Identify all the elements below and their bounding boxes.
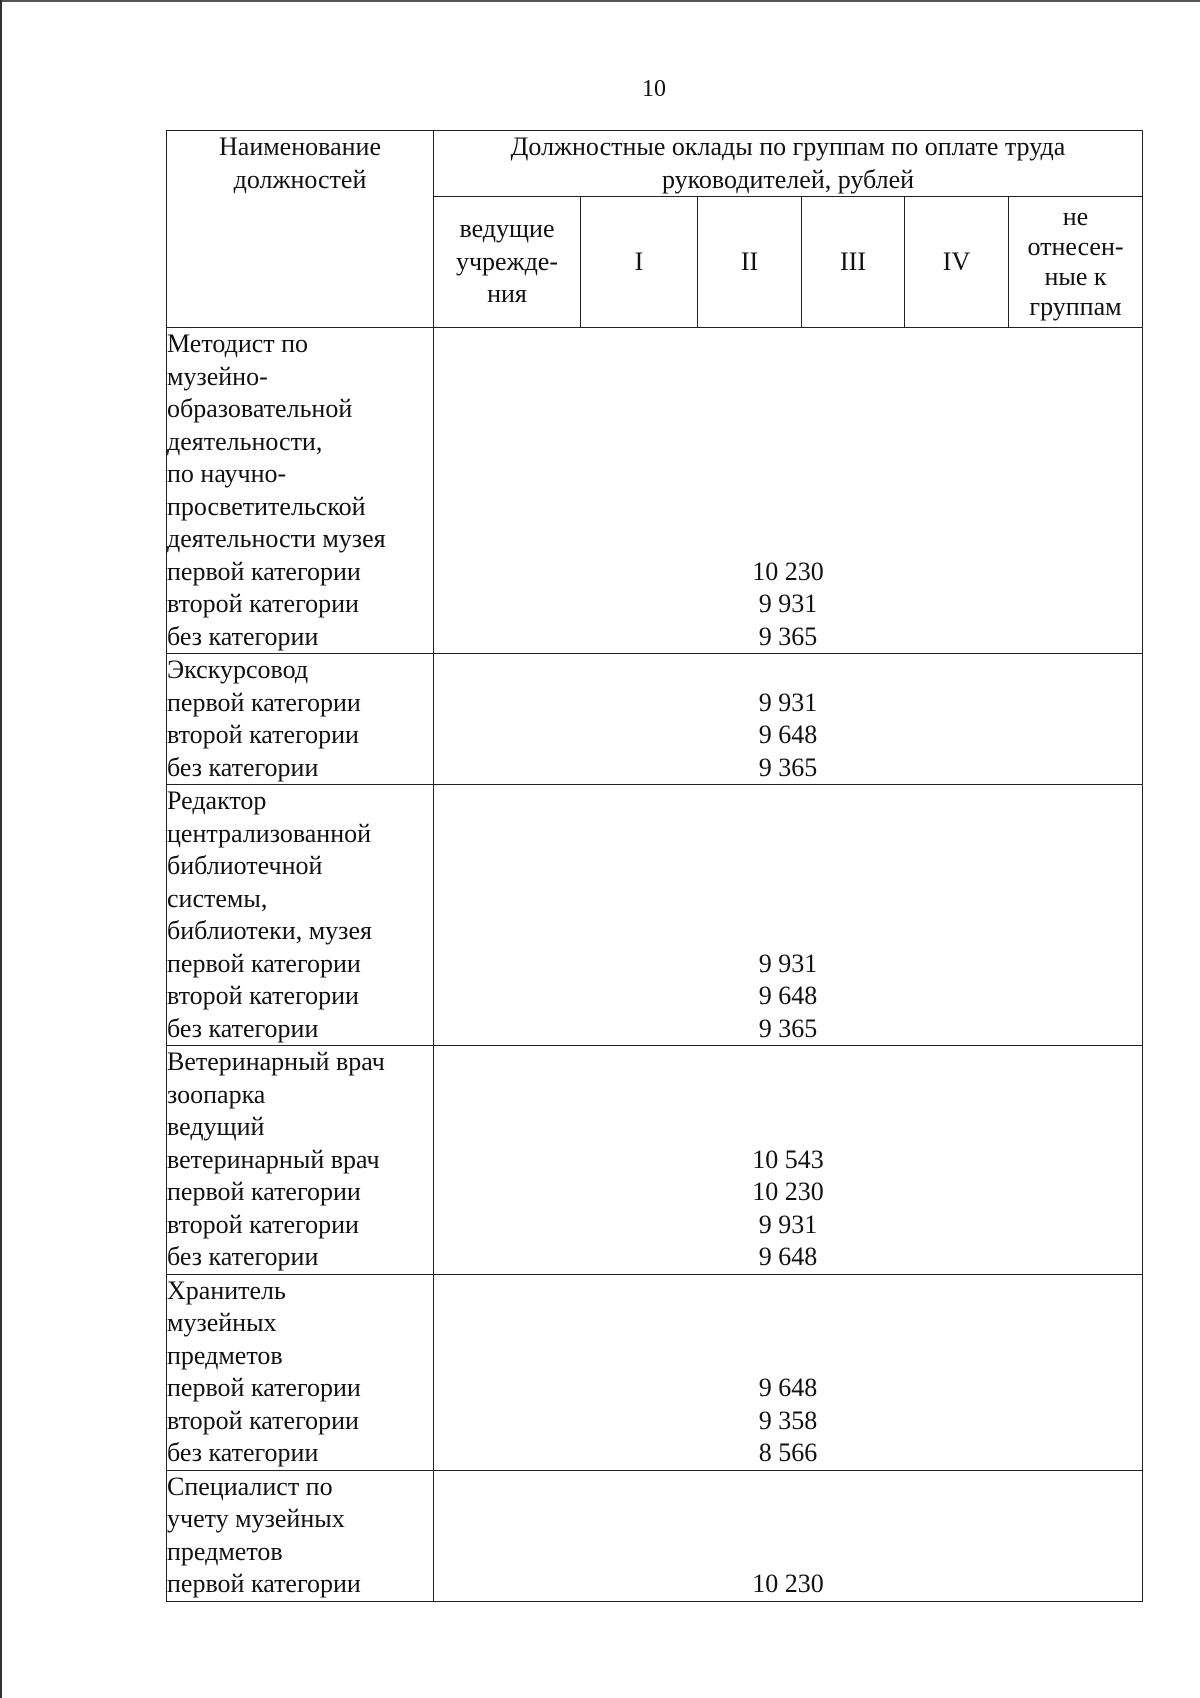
salary-values-cell [434, 328, 1143, 654]
position-name-cell [167, 785, 434, 1046]
position-name-line: второй категории [167, 589, 359, 618]
salary-values-cell [434, 1046, 1143, 1275]
header-col-group-3 [802, 197, 905, 328]
position-name-line: Методист по [167, 329, 309, 358]
scan-edge-left [0, 0, 2, 1698]
salary-value: 9 648 [758, 981, 818, 1010]
salary-value: 9 365 [758, 1013, 818, 1043]
table-body [167, 328, 1143, 1602]
position-name-line: первой категории [167, 1569, 361, 1598]
salary-values-cell [434, 654, 1143, 785]
position-name-line: ветеринарный врач [167, 1144, 380, 1174]
position-name-line: второй категории [167, 1209, 359, 1239]
header-line: ные к [1044, 262, 1107, 291]
position-name-line: просветительской [167, 491, 366, 521]
position-name-line: без категории [167, 1013, 319, 1043]
position-name-line: образовательной [167, 394, 353, 423]
salary-value: 9 648 [758, 720, 818, 749]
table-row [167, 1470, 1143, 1601]
header-col-group-2 [698, 197, 802, 328]
position-name-line: предметов [167, 1340, 283, 1370]
salary-values-cell [434, 785, 1143, 1046]
position-name-line: музейно- [167, 361, 268, 391]
position-name-line: музейных [167, 1308, 277, 1337]
salary-value: 9 931 [758, 948, 818, 978]
table-row [167, 1046, 1143, 1275]
header-line: ведущие [459, 214, 555, 244]
salary-values-cell [434, 1470, 1143, 1601]
position-name-line: первой категории [167, 687, 361, 717]
header-position-name [167, 131, 434, 328]
position-name-line: библиотеки, музея [167, 916, 372, 945]
table-row [167, 1274, 1143, 1470]
position-name-line: Специалист по [167, 1471, 333, 1501]
header-line: отнесен- [1027, 232, 1124, 261]
header-line: Должностные оклады по группам по оплате труда [510, 132, 1066, 161]
position-name-line: первой категории [167, 1373, 361, 1402]
salary-value: 9 365 [758, 752, 818, 782]
position-name-line: без категории [167, 1438, 319, 1467]
position-name-line: второй категории [167, 1405, 359, 1435]
position-name-line: учету музейных [167, 1504, 345, 1533]
position-name-line: без категории [167, 621, 319, 651]
position-name-line: без категории [167, 1242, 319, 1271]
position-name-line: первой категории [167, 948, 361, 978]
header-line: не [1062, 202, 1089, 231]
salary-value: 10 543 [752, 1144, 824, 1174]
position-name-line: первой категории [167, 1177, 361, 1206]
header-col-group-1 [581, 197, 698, 328]
salary-value: 8 566 [758, 1438, 818, 1467]
salary-value: 9 358 [758, 1405, 818, 1435]
header-line: руководителей, рублей [661, 164, 915, 194]
position-name-line: первой категории [167, 556, 361, 586]
scan-edge-top [0, 0, 1200, 2]
salary-table [166, 130, 1143, 1602]
salary-value: 10 230 [752, 1569, 824, 1598]
salary-value: 9 931 [758, 1209, 818, 1239]
position-name-line: Ветеринарный врач [167, 1047, 385, 1076]
position-name-line: без категории [167, 752, 319, 782]
position-name-line: Хранитель [167, 1275, 286, 1305]
position-name-cell [167, 1046, 434, 1275]
position-name-cell [167, 1274, 434, 1470]
salary-value: 9 931 [758, 687, 818, 717]
table-row [167, 328, 1143, 654]
page-number: 10 [642, 76, 666, 102]
header-col-group-4 [905, 197, 1009, 328]
header-line: IV [942, 246, 971, 276]
header-line: учрежде- [455, 246, 558, 276]
position-name-line: системы, [167, 883, 268, 913]
table-row [167, 654, 1143, 785]
salary-values-cell [434, 1274, 1143, 1470]
position-name-cell [167, 328, 434, 654]
salary-value: 9 648 [758, 1373, 818, 1402]
position-name-line: второй категории [167, 981, 359, 1010]
salary-value: 9 648 [758, 1242, 818, 1271]
salary-value: 9 365 [758, 621, 818, 651]
position-name-cell [167, 1470, 434, 1601]
salary-value: 10 230 [752, 556, 824, 586]
header-line: группам [1029, 292, 1122, 321]
position-name-line: деятельности музея [167, 524, 386, 553]
position-name-line: деятельности, [167, 426, 323, 456]
header-salary-groups [434, 131, 1143, 197]
header-line: II [740, 246, 759, 276]
position-name-line: предметов [167, 1536, 283, 1566]
header-line: I [634, 246, 644, 276]
position-name-line: ведущий [167, 1112, 265, 1141]
position-name-line: Редактор [167, 786, 267, 815]
header-line: Наименование [219, 132, 381, 161]
position-name-line: Экскурсовод [167, 655, 309, 684]
table-row [167, 785, 1143, 1046]
header-line: III [840, 246, 866, 276]
salary-value: 9 931 [758, 589, 818, 618]
header-line: ния [487, 279, 527, 309]
position-name-line: библиотечной [167, 851, 323, 880]
position-name-line: зоопарка [167, 1079, 266, 1109]
position-name-line: второй категории [167, 720, 359, 749]
position-name-line: централизованной [167, 818, 372, 848]
header-col-unassigned [1009, 197, 1143, 328]
header-col-leading [434, 197, 581, 328]
header-line: должностей [233, 164, 367, 194]
salary-value: 10 230 [752, 1177, 824, 1206]
position-name-line: по научно- [167, 459, 287, 488]
position-name-cell [167, 654, 434, 785]
